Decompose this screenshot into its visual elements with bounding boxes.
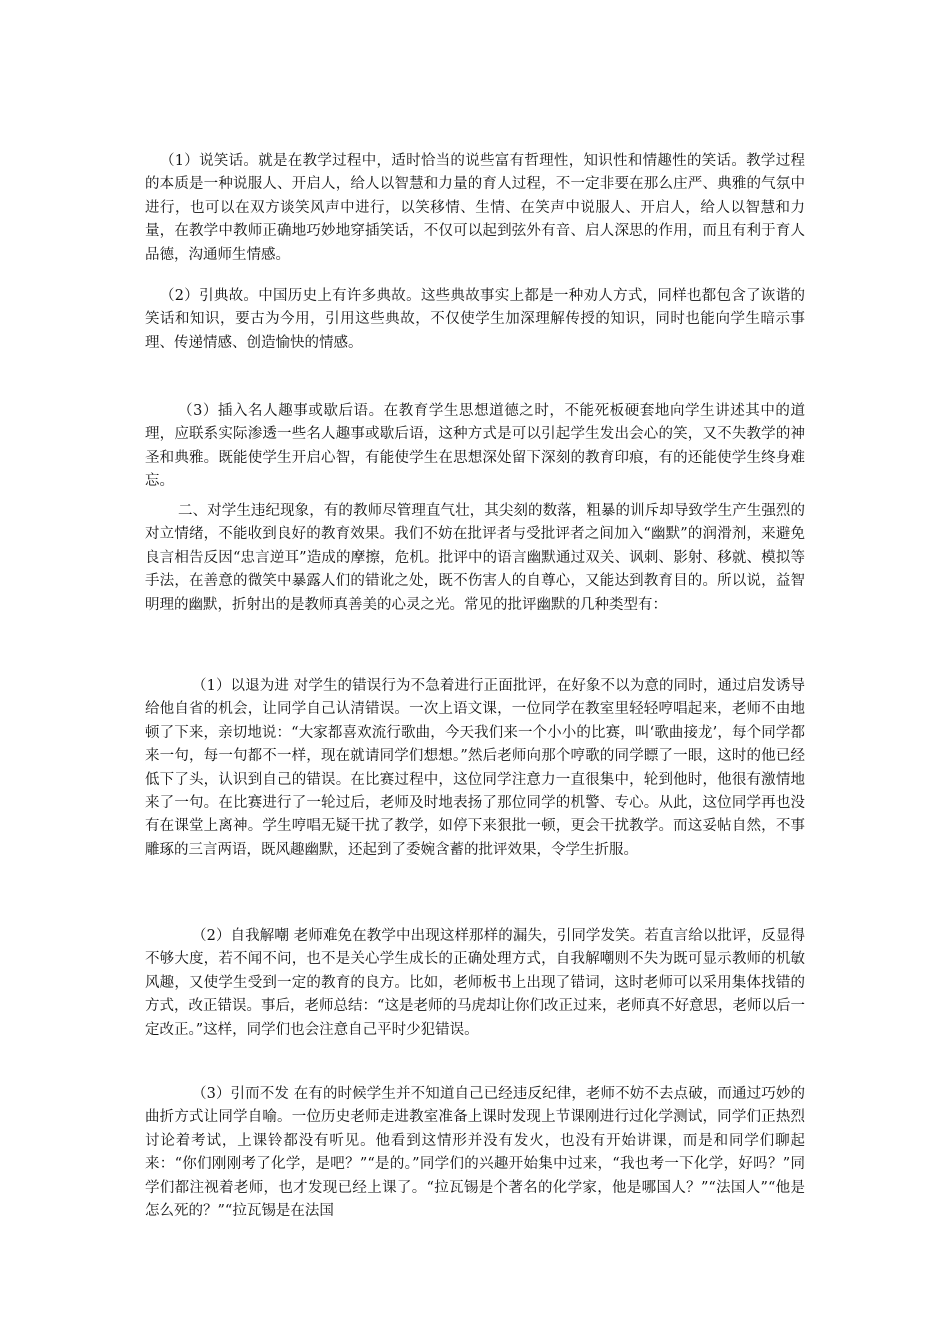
paragraph-retreat-to-advance: （1）以退为进 对学生的错误行为不急着进行正面批评，在好象不以为意的同时，通过启发诱导给他自省的机会，让同学自己认清错误。一次上语文课，一位同学在教室里轻轻哼唱起来，老师不由地顿了下来，亲切地说：“大家都喜欢流行歌曲，今天我们来一个小小的比赛，叫‘歌曲接龙’，每个同学都来一句，每一句都不一样，现在就请同学们想想。”然后老师向那个哼歌的同学瞟了一眼，这时的他已经低下了头，认识到自己的错误。在比赛过程中，这位同学注意力一直很集中，轮到他时，他很有激情地来了一句。在比赛进行了一轮过后，老师及时地表扬了那位同学的机警、专心。从此，这位同学再也没有在课堂上离神。学生哼唱无疑干扰了教学，如停下来狠批一顿，更会干扰教学。而这妥帖自然，不事雕琢的三言两语，既风趣幽默，还起到了委婉含蓄的批评效果，令学生折服。 <box>145 678 805 858</box>
paragraph-anecdotes: （3）插入名人趣事或歇后语。在教育学生思想道德之时，不能死板硬套地向学生讲述其中的道理，应联系实际渗透一些名人趣事或歇后语，这种方式是可以引起学生发出会心的笑，又不失教学的神圣和典雅。既能使学生开启心智，有能使学生在思想深处留下深刻的教育印痕，有的还能使学生终身难忘。 <box>145 403 805 490</box>
paragraph-hint-not-reveal: （3）引而不发 在有的时候学生并不知道自己已经违反纪律，老师不妨不去点破，而通过巧妙的曲折方式让同学自喻。一位历史老师走进教室准备上课时发现上节课刚进行过化学测试，同学们正热烈讨论着考试，上课铃都没有听见。他看到这情形并没有发火，也没有开始讲课，而是和同学们聊起来：“你们刚刚考了化学，是吧？”“是的。”同学们的兴趣开始集中过来，“我也考一下化学，好吗？”同学们都注视着老师，也才发现已经上课了。“拉瓦锡是个著名的化学家，他是哪国人？”“法国人”“他是怎么死的？”“拉瓦锡是在法国 <box>145 1086 805 1220</box>
paragraph-cite-allusions: （2）引典故。中国历史上有许多典故。这些典故事实上都是一种劝人方式，同样也都包含了诙谐的笑话和知识，要古为今用，引用这些典故，不仅使学生加深理解传授的知识，同时也能向学生暗示事理、传递情感、创造愉快的情感。 <box>145 288 805 351</box>
paragraph-section-two: 二、对学生违纪现象，有的教师尽管理直气壮，其尖刻的数落，粗暴的训斥却导致学生产生强烈的对立情绪，不能收到良好的教育效果。我们不妨在批评者与受批评者之间加入“幽默”的润滑剂，来避免良言相告反因“忠言逆耳”造成的摩擦，危机。批评中的语言幽默通过双关、讽刺、影射、移就、模拟等手法，在善意的微笑中暴露人们的错讹之处，既不伤害人的自尊心，又能达到教育目的。所以说，益智明理的幽默，折射出的是教师真善美的心灵之光。常见的批评幽默的几种类型有： <box>145 503 805 613</box>
paragraph-tell-jokes: （1）说笑话。就是在教学过程中，适时恰当的说些富有哲理性，知识性和情趣性的笑话。教学过程的本质是一种说服人、开启人，给人以智慧和力量的育人过程，不一定非要在那么庄严、典雅的气氛中进行，也可以在双方谈笑风声中进行，以笑移情、生情、在笑声中说服人、开启人，给人以智慧和力量，在教学中教师正确地巧妙地穿插笑话，不仅可以起到弦外有音、启人深思的作用，而且有利于育人品德，沟通师生情感。 <box>145 153 805 263</box>
paragraph-self-mockery: （2）自我解嘲 老师难免在教学中出现这样那样的漏失，引同学发笑。若直言给以批评，反显得不够大度，若不闻不问，也不是关心学生成长的正确处理方式，自我解嘲则不失为既可显示教师的机敏风趣，又使学生受到一定的教育的良方。比如，老师板书上出现了错词，这时老师可以采用集体找错的方式，改正错误。事后，老师总结：“这是老师的马虎却让你们改正过来，老师真不好意思，老师以后一定改正。”这样，同学们也会注意自己平时少犯错误。 <box>145 928 805 1038</box>
